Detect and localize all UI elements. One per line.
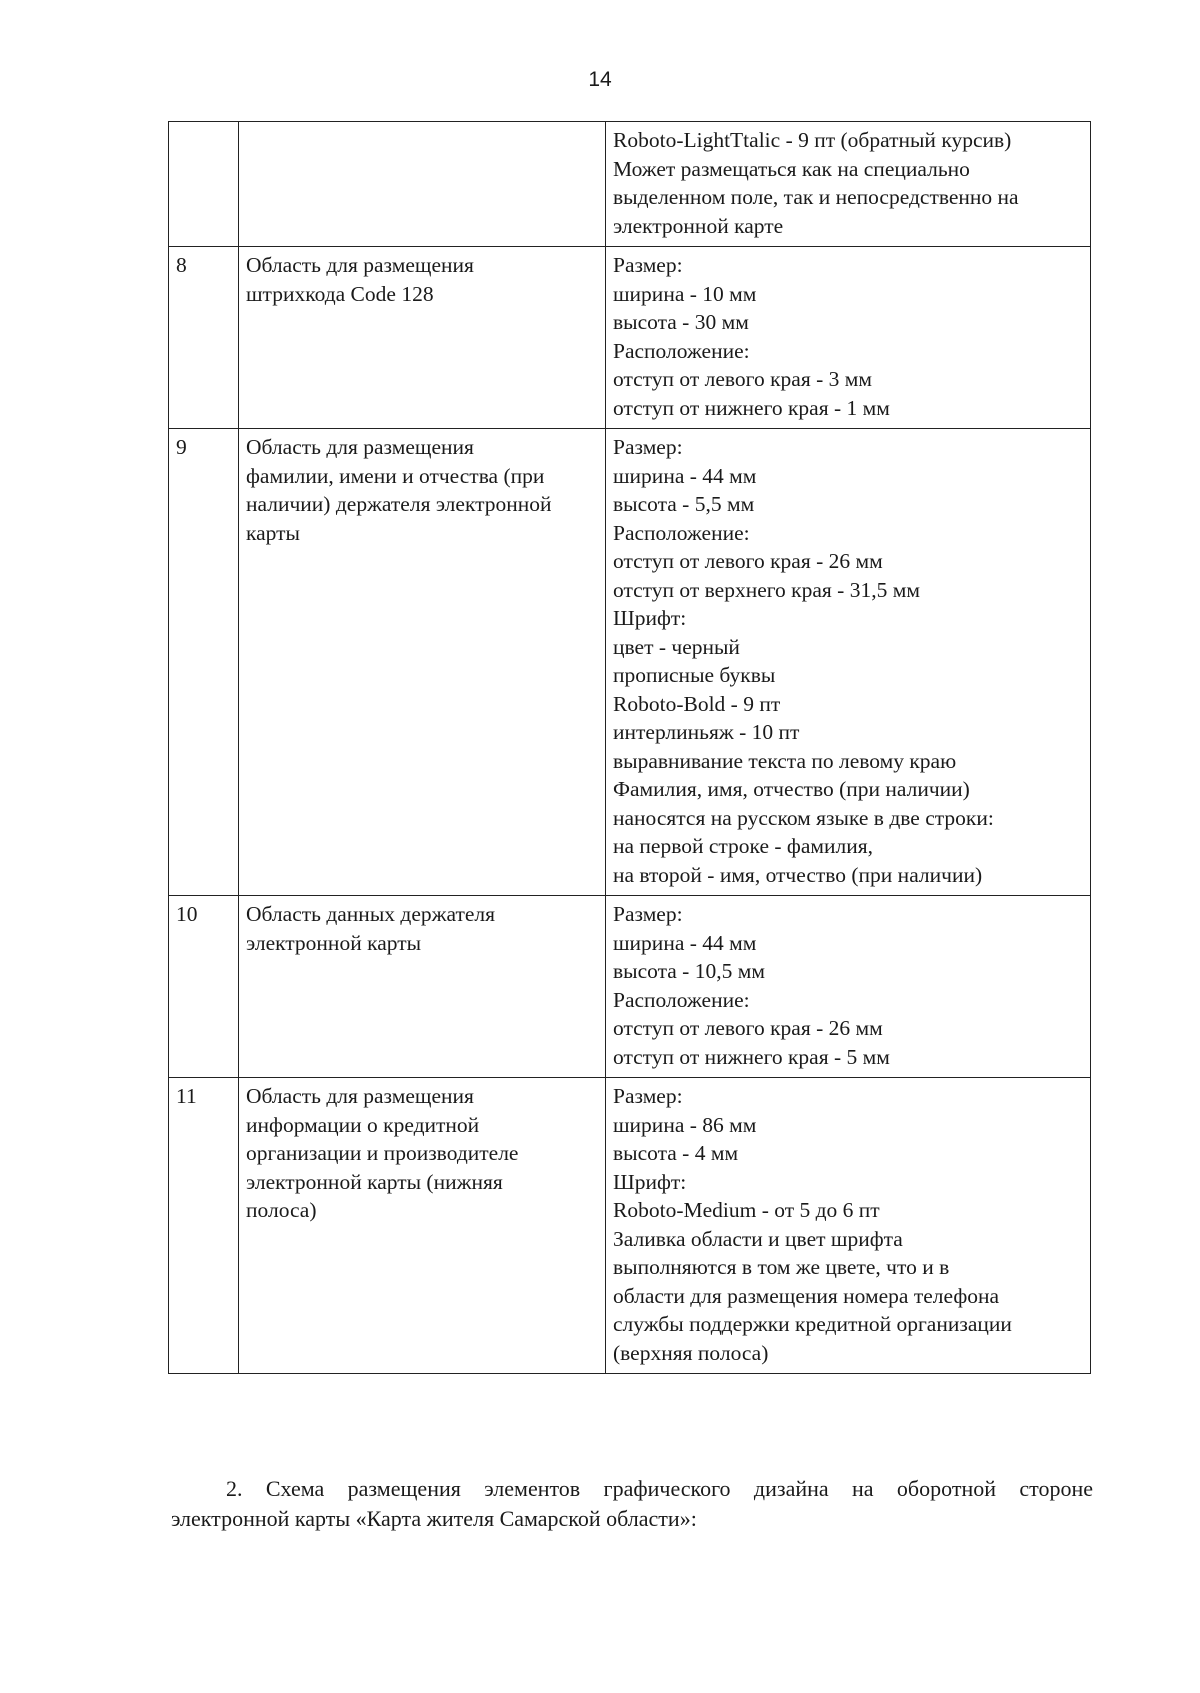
element-spec-line: ширина - 86 мм	[613, 1112, 757, 1137]
row-number-cell: 11	[169, 1078, 239, 1374]
element-spec-cell	[606, 896, 1091, 1078]
element-spec-line: цвет - черный	[613, 634, 740, 659]
page-number: 14	[588, 68, 612, 91]
element-name-line: Область данных держателя	[246, 902, 496, 926]
caption-line-2: электронной карты «Карта жителя Самарской области»:	[171, 1506, 697, 1531]
row-number-cell: 10	[169, 896, 239, 1078]
element-spec-line: выравнивание текста по левому краю	[613, 748, 957, 773]
row-number-cell	[169, 122, 239, 247]
element-spec-line: Расположение:	[613, 520, 750, 545]
element-spec-cell	[606, 122, 1091, 247]
element-spec-line: высота - 4 мм	[613, 1141, 739, 1165]
element-spec-line: Заливка области и цвет шрифта	[613, 1226, 903, 1251]
element-spec-line: электронной карте	[613, 213, 784, 238]
element-name-cell	[239, 1078, 606, 1374]
section-caption	[171, 1474, 1093, 1534]
element-spec-line: отступ от нижнего края - 5 мм	[613, 1044, 890, 1069]
table-row	[169, 896, 1091, 1078]
element-spec-line: прописные буквы	[613, 663, 776, 687]
element-spec-line: Расположение:	[613, 338, 750, 363]
element-spec-line: высота - 10,5 мм	[613, 959, 765, 983]
element-name-line: штрихкода Code 128	[246, 281, 434, 306]
element-spec-line: службы поддержки кредитной организации	[613, 1312, 1012, 1336]
table-row	[169, 1078, 1091, 1374]
element-spec-line: Roboto-LightTtalic - 9 пт (обратный курсив)	[613, 128, 1012, 152]
element-spec-line: наносятся на русском языке в две строки:	[613, 805, 994, 830]
element-spec-line: выполняются в том же цвете, что и в	[613, 1255, 950, 1279]
element-name-cell	[239, 122, 606, 247]
element-spec-line: на второй - имя, отчество (при наличии)	[613, 862, 983, 887]
element-spec-line: области для размещения номера телефона	[613, 1283, 1000, 1308]
element-spec-line: Расположение:	[613, 987, 750, 1012]
element-spec-line: Roboto-Medium - от 5 до 6 пт	[613, 1198, 880, 1222]
element-spec-line: на первой строке - фамилия,	[613, 834, 874, 858]
element-name-line: Область для размещения	[246, 253, 474, 277]
element-name-line: Область для размещения	[246, 1084, 474, 1108]
element-spec-cell	[606, 429, 1091, 896]
element-name-cell	[239, 896, 606, 1078]
element-spec-cell	[606, 247, 1091, 429]
element-name-line: наличии) держателя электронной	[246, 492, 552, 516]
element-name-line: карты	[246, 520, 300, 545]
element-spec-line: ширина - 44 мм	[613, 463, 757, 488]
element-spec-line: отступ от левого края - 26 мм	[613, 549, 883, 573]
element-spec-line: Может размещаться как на специально	[613, 156, 970, 181]
element-spec-line: выделенном поле, так и непосредственно на	[613, 185, 1019, 209]
row-number-cell: 8	[169, 247, 239, 429]
element-name-line: полоса)	[246, 1198, 317, 1222]
table-row	[169, 429, 1091, 896]
design-spec-table	[168, 121, 1091, 1374]
element-spec-line: ширина - 10 мм	[613, 281, 757, 306]
element-spec-line: ширина - 44 мм	[613, 930, 757, 955]
table-row	[169, 122, 1091, 247]
element-spec-line: отступ от левого края - 26 мм	[613, 1016, 883, 1040]
element-spec-line: высота - 30 мм	[613, 310, 749, 334]
element-spec-cell	[606, 1078, 1091, 1374]
element-spec-line: (верхняя полоса)	[613, 1340, 769, 1365]
element-spec-line: отступ от нижнего края - 1 мм	[613, 395, 890, 420]
element-name-cell	[239, 429, 606, 896]
element-name-line: организации и производителе	[246, 1141, 519, 1165]
element-spec-line: Размер:	[613, 435, 683, 459]
caption-line-1: 2. Схема размещения элементов графического дизайна на оборотной стороне	[226, 1476, 1093, 1501]
element-spec-line: Фамилия, имя, отчество (при наличии)	[613, 777, 970, 801]
element-spec-line: Размер:	[613, 253, 683, 277]
element-spec-line: Шрифт:	[613, 1169, 687, 1194]
element-spec-line: интерлиньяж - 10 пт	[613, 720, 800, 744]
element-name-line: фамилии, имени и отчества (при	[246, 463, 545, 488]
element-spec-line: отступ от левого края - 3 мм	[613, 367, 872, 391]
element-spec-line: Размер:	[613, 1084, 683, 1108]
element-name-line: информации о кредитной	[246, 1112, 480, 1137]
table-row	[169, 247, 1091, 429]
element-name-cell	[239, 247, 606, 429]
row-number-cell: 9	[169, 429, 239, 896]
element-spec-line: Шрифт:	[613, 606, 687, 630]
element-name-line: Область для размещения	[246, 435, 474, 459]
element-name-line: электронной карты (нижняя	[246, 1169, 503, 1194]
element-spec-line: Размер:	[613, 902, 683, 926]
element-name-line: электронной карты	[246, 930, 422, 955]
element-spec-line: высота - 5,5 мм	[613, 492, 755, 516]
element-spec-line: отступ от верхнего края - 31,5 мм	[613, 577, 920, 602]
element-spec-line: Roboto-Bold - 9 пт	[613, 691, 781, 716]
